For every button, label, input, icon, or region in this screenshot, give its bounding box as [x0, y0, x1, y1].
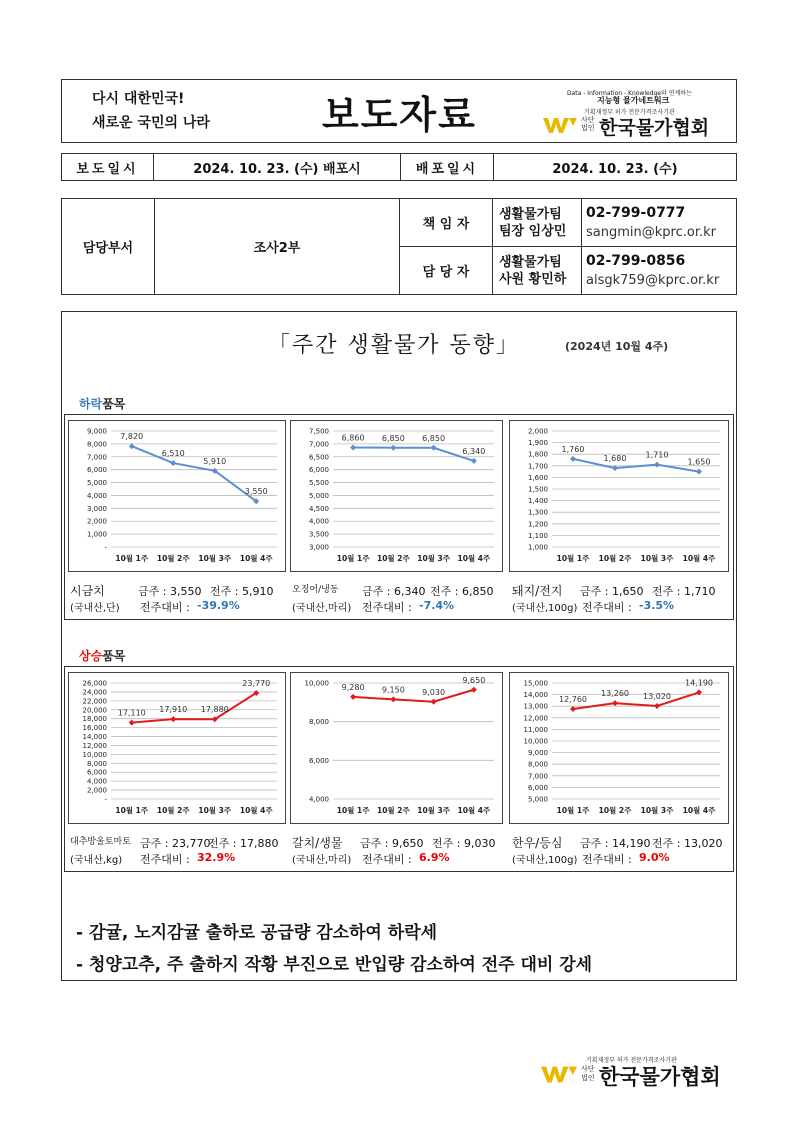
item-name: 시금치 — [70, 584, 105, 598]
data-point — [696, 469, 702, 475]
y-tick-label: 1,600 — [527, 473, 548, 482]
item-current: 금주 : 14,190 — [580, 837, 651, 850]
note-1: - 감귤, 노지감귤 출하로 공급량 감소하여 하락세 — [76, 923, 438, 943]
y-tick-label: 7,000 — [86, 453, 107, 462]
item-change-label: 전주대비 : — [582, 853, 632, 866]
y-tick-label: 7,000 — [308, 440, 329, 449]
data-label: 9,280 — [341, 682, 365, 692]
note-2: - 청양고추, 주 출하지 작황 부진으로 반입량 감소하여 전주 대비 강세 — [76, 955, 593, 975]
y-tick-label: 18,000 — [82, 715, 107, 724]
y-tick-label: 6,500 — [308, 453, 329, 462]
item-change: -7.4% — [419, 599, 455, 612]
item-change-label: 전주대비 : — [140, 601, 190, 614]
data-point — [350, 444, 356, 450]
footer-org-prefix-bottom: 법인 — [581, 1074, 595, 1082]
dist-label: 배포일시 — [401, 154, 494, 181]
data-label: 9,650 — [462, 675, 486, 685]
item-previous: 전주 : 6,850 — [430, 585, 494, 598]
x-tick-label: 10월 3주 — [417, 554, 451, 563]
data-label: 17,880 — [200, 705, 229, 715]
down-label-colored: 하락 — [79, 397, 103, 411]
y-tick-label: 14,000 — [523, 691, 548, 700]
x-tick-label: 10월 3주 — [198, 554, 232, 563]
header-logo — [543, 114, 733, 139]
chart-svg-1 — [69, 421, 285, 571]
chart-svg-6 — [510, 673, 728, 823]
org-prefix-bottom: 법인 — [581, 124, 595, 132]
y-tick-label: 5,000 — [86, 479, 107, 488]
y-tick-label: 14,000 — [82, 733, 107, 742]
x-tick-label: 10월 1주 — [115, 554, 149, 563]
item-name: 한우/등심 — [512, 836, 563, 850]
item-current: 금주 : 6,340 — [362, 585, 426, 598]
x-tick-label: 10월 4주 — [457, 554, 491, 563]
x-tick-label: 10월 3주 — [640, 806, 674, 815]
person-2: 사원 황민하 — [499, 271, 567, 287]
y-tick-label: 1,500 — [527, 485, 548, 494]
contact-detail-1 — [582, 199, 737, 247]
footer-logo — [541, 1061, 741, 1087]
y-tick-label: 1,000 — [527, 543, 548, 552]
data-label: 7,820 — [120, 432, 144, 442]
email-2[interactable]: alsgk759@kprc.or.kr — [586, 272, 720, 288]
x-tick-label: 10월 1주 — [556, 554, 590, 563]
y-tick-label: 4,000 — [86, 491, 107, 500]
series-line — [353, 447, 474, 460]
y-tick-label: 4,000 — [86, 777, 107, 786]
up-section-label — [79, 647, 125, 664]
data-point — [129, 720, 135, 726]
y-tick-label: 15,000 — [523, 679, 548, 688]
item-previous: 전주 : 17,880 — [208, 837, 279, 850]
header-org-sub: 기획재정부 허가 전문가격조사기관 — [584, 109, 675, 116]
item-previous: 전주 : 5,910 — [210, 585, 274, 598]
data-label: 6,860 — [341, 433, 365, 443]
item-previous: 전주 : 1,710 — [652, 585, 716, 598]
x-tick-label: 10월 2주 — [156, 554, 190, 563]
item-current: 금주 : 9,650 — [360, 837, 424, 850]
phone-1: 02-799-0777 — [586, 204, 686, 221]
up-label-colored: 상승 — [79, 649, 103, 663]
x-tick-label: 10월 1주 — [115, 806, 149, 815]
phone-2: 02-799-0856 — [586, 252, 686, 269]
contact-detail-2 — [582, 247, 737, 295]
x-tick-label: 10월 4주 — [682, 554, 716, 563]
item-change-label: 전주대비 : — [582, 601, 632, 614]
data-point — [170, 460, 176, 466]
y-tick-label: 8,000 — [527, 760, 548, 769]
price-chart-1 — [68, 420, 286, 572]
item-name: 갈치/생물 — [292, 836, 343, 850]
data-label: 5,910 — [203, 456, 227, 466]
item-name: 돼지/전지 — [512, 584, 563, 598]
data-label: 6,850 — [422, 433, 446, 443]
x-tick-label: 10월 3주 — [198, 806, 232, 815]
item-change-label: 전주대비 : — [362, 601, 412, 614]
data-label: 9,150 — [381, 685, 405, 695]
y-tick-label: 6,000 — [308, 756, 329, 765]
org-name: 한국물가협회 — [599, 117, 710, 139]
y-tick-label: 1,100 — [527, 531, 548, 540]
up-label-rest: 품목 — [102, 649, 126, 663]
team-name-2: 생활물가팀 — [499, 254, 562, 270]
item-info-6 — [512, 834, 723, 867]
y-tick-label: 12,000 — [523, 714, 548, 723]
y-tick-label: 9,000 — [86, 427, 107, 436]
down-section-label — [79, 395, 125, 412]
down-label-rest: 품목 — [102, 397, 126, 411]
report-box — [61, 311, 737, 981]
y-tick-label: 8,000 — [86, 440, 107, 449]
y-tick-label: 1,200 — [527, 520, 548, 529]
y-tick-label: 1,300 — [527, 508, 548, 517]
data-label: 3,550 — [244, 487, 268, 497]
release-value: 2024. 10. 23. (수) 배포시 — [154, 154, 401, 181]
item-unit: (국내산,kg) — [70, 855, 123, 866]
kprc-logo-icon — [543, 116, 577, 134]
email-1[interactable]: sangmin@kprc.or.kr — [586, 224, 716, 240]
x-tick-label: 10월 3주 — [417, 806, 451, 815]
page-title: 보도자료 — [322, 93, 477, 137]
team-2 — [493, 247, 582, 295]
item-current: 금주 : 23,770 — [140, 837, 211, 850]
item-change-label: 전주대비 : — [362, 853, 412, 866]
price-chart-6 — [509, 672, 729, 824]
item-change: 32.9% — [197, 851, 236, 864]
data-label: 12,760 — [559, 694, 587, 704]
data-label: 1,650 — [687, 457, 711, 467]
y-tick-label: 10,000 — [82, 750, 107, 759]
y-tick-label: 6,000 — [308, 466, 329, 475]
y-tick-label: 13,000 — [523, 702, 548, 711]
data-label: 1,680 — [603, 454, 627, 464]
y-tick-label: 10,000 — [304, 679, 329, 688]
report-period: (2024년 10월 4주) — [565, 340, 669, 353]
item-unit: (국내산,마리) — [292, 603, 352, 614]
data-point — [350, 694, 356, 700]
series-line — [132, 693, 257, 723]
data-label: 17,110 — [117, 708, 146, 718]
slogan-line1: 다시 대한민국! — [92, 91, 185, 107]
org-prefix-top: 사단 — [581, 116, 595, 124]
data-point — [654, 703, 660, 709]
x-tick-label: 10월 4주 — [239, 806, 273, 815]
price-chart-5 — [290, 672, 503, 824]
item-unit: (국내산,100g) — [512, 855, 578, 866]
data-label: 14,190 — [685, 678, 713, 688]
role-2: 담 당 자 — [400, 247, 493, 295]
y-tick-label: 5,500 — [308, 479, 329, 488]
price-chart-4 — [68, 672, 286, 824]
item-change: 6.9% — [419, 851, 450, 864]
x-tick-label: 10월 1주 — [336, 554, 370, 563]
y-tick-label: 4,500 — [308, 504, 329, 513]
x-tick-label: 10월 4주 — [457, 806, 491, 815]
y-tick-label: 24,000 — [82, 688, 107, 697]
item-info-4 — [70, 834, 279, 867]
y-tick-label: 3,000 — [86, 504, 107, 513]
x-tick-label: 10월 1주 — [556, 806, 590, 815]
data-point — [471, 458, 477, 464]
item-change: 9.0% — [639, 851, 670, 864]
y-tick-label: 12,000 — [82, 741, 107, 750]
item-change: -39.9% — [197, 599, 240, 612]
series-line — [132, 446, 257, 501]
y-tick-label: 3,000 — [308, 543, 329, 552]
y-tick-label: 2,000 — [86, 517, 107, 526]
y-tick-label: 4,000 — [308, 517, 329, 526]
x-tick-label: 10월 4주 — [239, 554, 273, 563]
y-tick-label: 20,000 — [82, 706, 107, 715]
y-tick-label: - — [104, 543, 107, 552]
report-title: 「주간 생활물가 동향」 — [268, 333, 521, 358]
y-tick-label: 6,000 — [86, 768, 107, 777]
data-point — [170, 716, 176, 722]
team-name-1: 생활물가팀 — [499, 206, 562, 222]
y-tick-label: 2,000 — [86, 786, 107, 795]
y-tick-label: 10,000 — [523, 737, 548, 746]
data-label: 6,340 — [462, 446, 486, 456]
footer-kprc-logo-icon — [541, 1064, 577, 1084]
y-tick-label: 22,000 — [82, 697, 107, 706]
y-tick-label: 1,800 — [527, 450, 548, 459]
item-unit: (국내산,단) — [70, 603, 120, 614]
item-change-label: 전주대비 : — [140, 853, 190, 866]
data-point — [654, 462, 660, 468]
series-line — [573, 459, 699, 472]
y-tick-label: 11,000 — [523, 725, 548, 734]
x-tick-label: 10월 2주 — [156, 806, 190, 815]
chart-svg-4 — [69, 673, 285, 823]
team-1 — [493, 199, 582, 247]
y-tick-label: 7,000 — [527, 772, 548, 781]
y-tick-label: 4,000 — [308, 795, 329, 804]
footer-org-prefix-top: 사단 — [581, 1065, 595, 1073]
item-current: 금주 : 1,650 — [580, 585, 644, 598]
data-label: 6,850 — [381, 433, 405, 443]
y-tick-label: 26,000 — [82, 679, 107, 688]
item-unit: (국내산,100g) — [512, 603, 578, 614]
tagline: Data - Information - Knowledge와 연계하는 — [567, 90, 692, 97]
x-tick-label: 10월 1주 — [336, 806, 370, 815]
data-point — [431, 445, 437, 451]
y-tick-label: 1,700 — [527, 462, 548, 471]
item-info-5 — [292, 834, 496, 867]
release-label: 보도일시 — [62, 154, 154, 181]
item-previous: 전주 : 9,030 — [432, 837, 496, 850]
y-tick-label: 1,400 — [527, 497, 548, 506]
item-unit: (국내산,마리) — [292, 855, 352, 866]
data-point — [570, 706, 576, 712]
data-label: 1,710 — [645, 450, 669, 460]
data-label: 13,260 — [601, 689, 629, 699]
item-previous: 전주 : 13,020 — [652, 837, 723, 850]
data-label: 9,030 — [422, 687, 446, 697]
role-1: 책 임 자 — [400, 199, 493, 247]
data-label: 1,760 — [561, 444, 585, 454]
data-point — [471, 687, 477, 693]
release-table — [61, 153, 737, 181]
y-tick-label: 6,000 — [86, 466, 107, 475]
x-tick-label: 10월 2주 — [598, 554, 632, 563]
y-tick-label: - — [104, 795, 107, 804]
dept-label: 담당부서 — [62, 199, 155, 295]
data-label: 6,510 — [161, 449, 185, 459]
footer-org-name: 한국물가협회 — [599, 1065, 721, 1089]
dept-value: 조사2부 — [155, 199, 400, 295]
y-tick-label: 8,000 — [308, 718, 329, 727]
data-point — [390, 696, 396, 702]
series-line — [353, 687, 474, 702]
y-tick-label: 1,900 — [527, 439, 548, 448]
data-point — [612, 700, 618, 706]
slogan-line2: 새로운 국민의 나라 — [92, 115, 210, 131]
item-info-2 — [292, 582, 494, 615]
data-label: 17,910 — [159, 705, 188, 715]
chart-svg-2 — [291, 421, 502, 571]
data-label: 23,770 — [242, 678, 271, 688]
chart-svg-3 — [510, 421, 728, 571]
tagline2: 지능형 물가네트워크 — [597, 96, 670, 105]
item-info-1 — [70, 582, 274, 615]
item-change: -3.5% — [639, 599, 675, 612]
chart-svg-5 — [291, 673, 502, 823]
y-tick-label: 1,000 — [86, 530, 107, 539]
data-label: 13,020 — [643, 691, 671, 701]
item-name: 대추방울토마토 — [70, 837, 131, 847]
y-tick-label: 5,000 — [527, 795, 548, 804]
item-name: 오징어/냉동 — [292, 585, 339, 595]
item-current: 금주 : 3,550 — [138, 585, 202, 598]
x-tick-label: 10월 2주 — [376, 806, 410, 815]
x-tick-label: 10월 2주 — [598, 806, 632, 815]
data-point — [570, 456, 576, 462]
y-tick-label: 7,500 — [308, 427, 329, 436]
x-tick-label: 10월 3주 — [640, 554, 674, 563]
data-point — [431, 699, 437, 705]
price-chart-3 — [509, 420, 729, 572]
x-tick-label: 10월 2주 — [376, 554, 410, 563]
y-tick-label: 9,000 — [527, 749, 548, 758]
dist-value: 2024. 10. 23. (수) — [494, 154, 737, 181]
y-tick-label: 2,000 — [527, 427, 548, 436]
price-chart-2 — [290, 420, 503, 572]
item-info-3 — [512, 582, 716, 615]
footer-org-sub: 기획재정부 허가 전문가격조사기관 — [586, 1057, 677, 1064]
y-tick-label: 5,000 — [308, 491, 329, 500]
person-1: 팀장 임상민 — [499, 223, 567, 239]
y-tick-label: 3,500 — [308, 530, 329, 539]
y-tick-label: 8,000 — [86, 759, 107, 768]
y-tick-label: 6,000 — [527, 783, 548, 792]
y-tick-label: 16,000 — [82, 724, 107, 733]
x-tick-label: 10월 4주 — [682, 806, 716, 815]
contact-table — [61, 198, 737, 295]
data-point — [390, 445, 396, 451]
